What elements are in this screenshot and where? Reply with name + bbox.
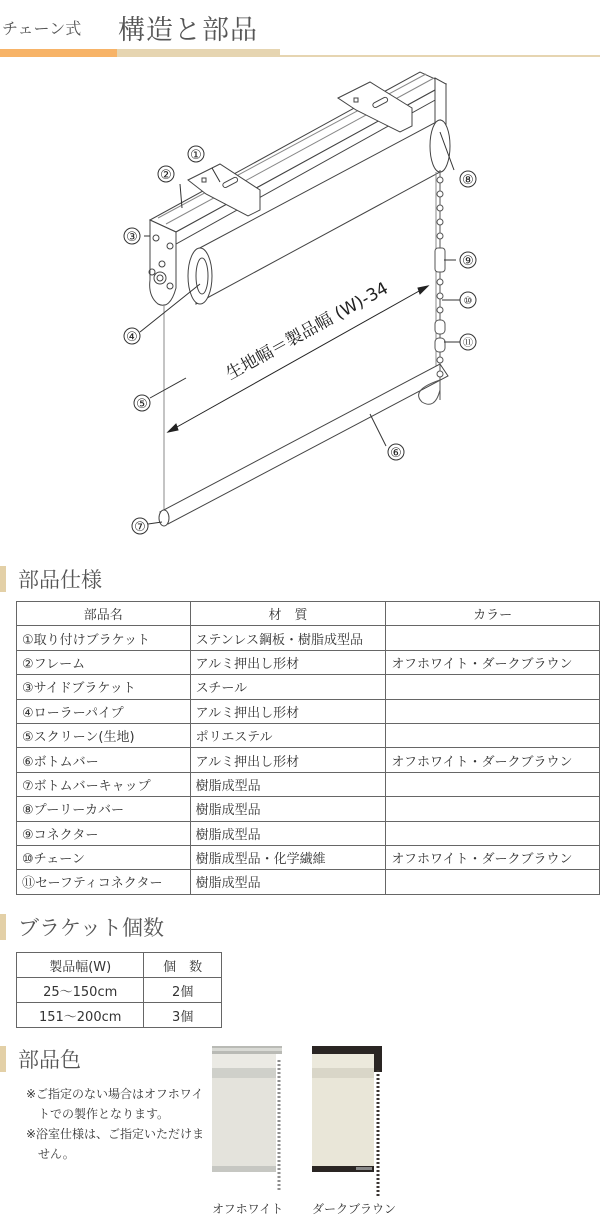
header-product-width: 製品幅(W) — [17, 953, 144, 978]
note-default-color: ※ご指定のない場合はオフホワイトでの製作となります。 — [26, 1087, 204, 1121]
cell-width: 25〜150cm — [17, 978, 144, 1003]
cell-color — [386, 723, 600, 747]
swatch-label-off-white: オフホワイト — [212, 1202, 284, 1216]
cell-material: 樹脂成型品・化学繊維 — [190, 845, 386, 869]
parts-spec-table — [16, 601, 600, 895]
header-count: 個 数 — [144, 953, 222, 978]
cell-material: アルミ押出し形材 — [190, 650, 386, 674]
dimension-arrow — [168, 286, 428, 432]
cell-material: 樹脂成型品 — [190, 821, 386, 845]
bracket-count-table — [16, 952, 222, 1028]
table-row — [17, 650, 600, 674]
color-notes — [14, 1084, 214, 1164]
svg-text:⑤: ⑤ — [136, 397, 148, 412]
svg-text:⑩: ⑩ — [463, 296, 473, 307]
bottom-bar — [159, 364, 448, 526]
section-title-bracket-count: ブラケット個数 — [18, 916, 164, 940]
cell-material: 樹脂成型品 — [190, 797, 386, 821]
header-part-name: 部品名 — [17, 602, 191, 626]
cell-width: 151〜200cm — [17, 1003, 144, 1028]
cell-color — [386, 699, 600, 723]
cell-part-name: ⑩チェーン — [17, 845, 191, 869]
cell-material: 樹脂成型品 — [190, 772, 386, 796]
header-divider — [280, 55, 600, 57]
svg-text:③: ③ — [126, 230, 138, 245]
cell-part-name: ③サイドブラケット — [17, 675, 191, 699]
header-accent-bar-beige — [117, 49, 280, 57]
svg-text:⑪: ⑪ — [463, 338, 473, 349]
swatch-dark-brown — [312, 1046, 397, 1216]
table-row — [17, 723, 600, 747]
table-row — [17, 797, 600, 821]
cell-part-name: ①取り付けブラケット — [17, 626, 191, 650]
table-row — [17, 675, 600, 699]
cell-color — [386, 797, 600, 821]
section-marker — [0, 914, 6, 940]
callout-3 — [124, 228, 140, 245]
table-header-row — [17, 953, 222, 978]
svg-text:②: ② — [160, 168, 172, 183]
table-row — [17, 870, 600, 894]
callout-2 — [158, 166, 174, 183]
cell-color: オフホワイト・ダークブラウン — [386, 748, 600, 772]
note-bathroom: ※浴室仕様は、ご指定いただけません。 — [26, 1127, 205, 1161]
callout-4 — [124, 328, 140, 345]
cell-material: ポリエステル — [190, 723, 386, 747]
dark-brown-blind-photo — [312, 1046, 384, 1196]
cell-part-name: ⑪セーフティコネクター — [17, 870, 191, 894]
cell-color: オフホワイト・ダークブラウン — [386, 650, 600, 674]
svg-text:⑦: ⑦ — [134, 520, 146, 535]
cell-color — [386, 821, 600, 845]
cell-material: アルミ押出し形材 — [190, 748, 386, 772]
cell-part-name: ⑨コネクター — [17, 821, 191, 845]
section-marker — [0, 1046, 6, 1072]
cell-part-name: ④ローラーパイプ — [17, 699, 191, 723]
cell-material: アルミ押出し形材 — [190, 699, 386, 723]
table-row — [17, 1003, 222, 1028]
cell-color — [386, 870, 600, 894]
section-title-part-colors: 部品色 — [18, 1048, 81, 1072]
cell-material: 樹脂成型品 — [190, 870, 386, 894]
callout-11 — [460, 334, 476, 350]
off-white-blind-photo — [212, 1046, 284, 1196]
cell-part-name: ⑥ボトムバー — [17, 748, 191, 772]
cell-color — [386, 626, 600, 650]
swatch-label-dark-brown: ダークブラウン — [312, 1202, 397, 1216]
header-material: 材 質 — [190, 602, 386, 626]
section-parts-spec — [0, 564, 102, 594]
side-bracket — [149, 220, 176, 305]
callout-7 — [132, 518, 148, 535]
svg-text:①: ① — [190, 148, 202, 163]
section-part-colors — [0, 1044, 81, 1074]
svg-text:⑨: ⑨ — [462, 254, 474, 269]
table-header-row — [17, 602, 600, 626]
cell-part-name: ⑧プーリーカバー — [17, 797, 191, 821]
callout-1 — [188, 146, 204, 163]
callout-5 — [134, 395, 150, 412]
svg-text:④: ④ — [126, 330, 138, 345]
callout-10 — [460, 292, 476, 308]
callout-6 — [388, 444, 404, 461]
swatch-off-white — [212, 1046, 284, 1216]
cell-material: ステンレス鋼板・樹脂成型品 — [190, 626, 386, 650]
table-row — [17, 772, 600, 796]
cell-color: オフホワイト・ダークブラウン — [386, 845, 600, 869]
svg-text:⑥: ⑥ — [390, 446, 402, 461]
table-row — [17, 821, 600, 845]
cell-part-name: ⑦ボトムバーキャップ — [17, 772, 191, 796]
cell-material: スチール — [190, 675, 386, 699]
callout-8 — [460, 171, 476, 188]
dimension-label: 生地幅＝製品幅 (W)-34 — [222, 278, 392, 385]
cell-part-name: ②フレーム — [17, 650, 191, 674]
header-subtitle: チェーン式 — [2, 19, 82, 38]
table-row — [17, 626, 600, 650]
table-row — [17, 748, 600, 772]
cell-part-name: ⑤スクリーン(生地) — [17, 723, 191, 747]
header-accent-bar-orange — [0, 49, 117, 57]
table-row — [17, 978, 222, 1003]
cell-count: 2個 — [144, 978, 222, 1003]
page-title: 構造と部品 — [118, 15, 258, 46]
section-title-parts-spec: 部品仕様 — [18, 568, 102, 592]
header-color: カラー — [386, 602, 600, 626]
table-row — [17, 845, 600, 869]
section-bracket-count — [0, 912, 164, 942]
section-marker — [0, 566, 6, 592]
table-row — [17, 699, 600, 723]
callout-9 — [460, 252, 476, 269]
page-header — [0, 0, 600, 60]
cell-color — [386, 772, 600, 796]
cell-color — [386, 675, 600, 699]
svg-text:⑧: ⑧ — [462, 173, 474, 188]
roller-blind-diagram — [110, 60, 510, 550]
cell-count: 3個 — [144, 1003, 222, 1028]
diagram-illustration — [110, 60, 510, 550]
